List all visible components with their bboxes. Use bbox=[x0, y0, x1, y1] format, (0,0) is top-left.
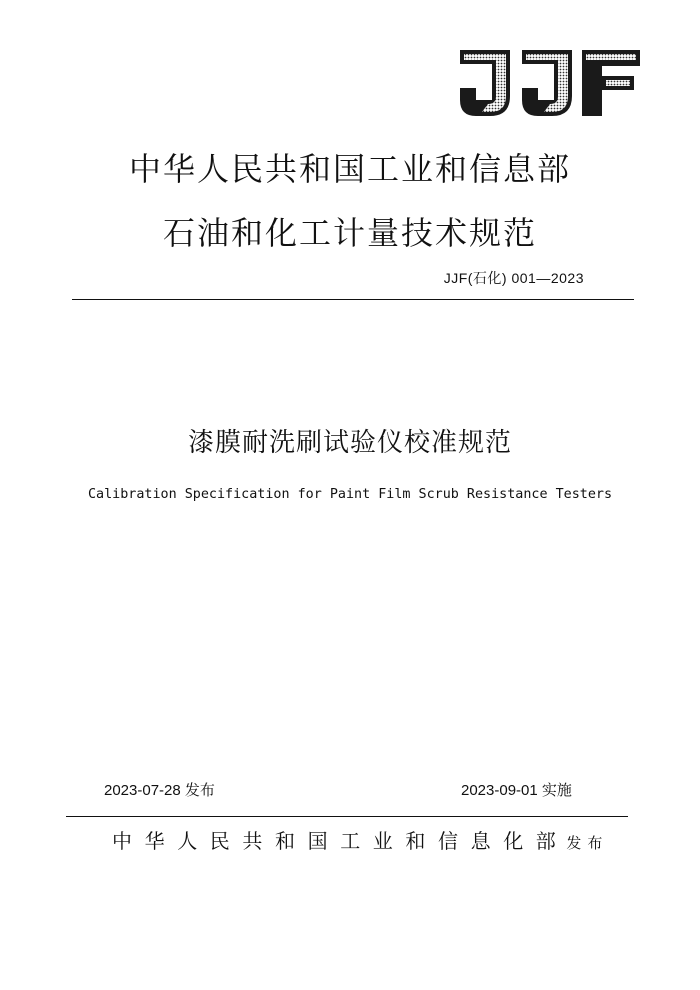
effective-date: 2023-09-01 实施 bbox=[461, 782, 572, 799]
release-date: 2023-07-28 发布 bbox=[104, 782, 215, 799]
document-number: JJF(石化) 001—2023 bbox=[443, 270, 584, 286]
logo-letter-j-2 bbox=[522, 50, 572, 116]
document-title-english: Calibration Specification for Paint Film Scrub Resistance Testers bbox=[87, 487, 613, 502]
top-divider bbox=[72, 299, 634, 300]
publisher-name: 中华人民共和国工业和信息化部 bbox=[112, 829, 569, 853]
logo-letter-j-1 bbox=[460, 50, 510, 116]
issuer-title-line-2: 石油和化工计量技术规范 bbox=[162, 214, 537, 252]
issuer-title-line-1: 中华人民共和国工业和信息部 bbox=[128, 150, 571, 188]
logo-letter-f bbox=[582, 50, 640, 116]
publisher-suffix: 发布 bbox=[566, 834, 609, 852]
publisher-line bbox=[112, 825, 608, 854]
jjf-logo bbox=[458, 44, 642, 120]
document-title-chinese: 漆膜耐洗刷试验仪校准规范 bbox=[187, 428, 512, 458]
bottom-divider bbox=[66, 816, 628, 817]
